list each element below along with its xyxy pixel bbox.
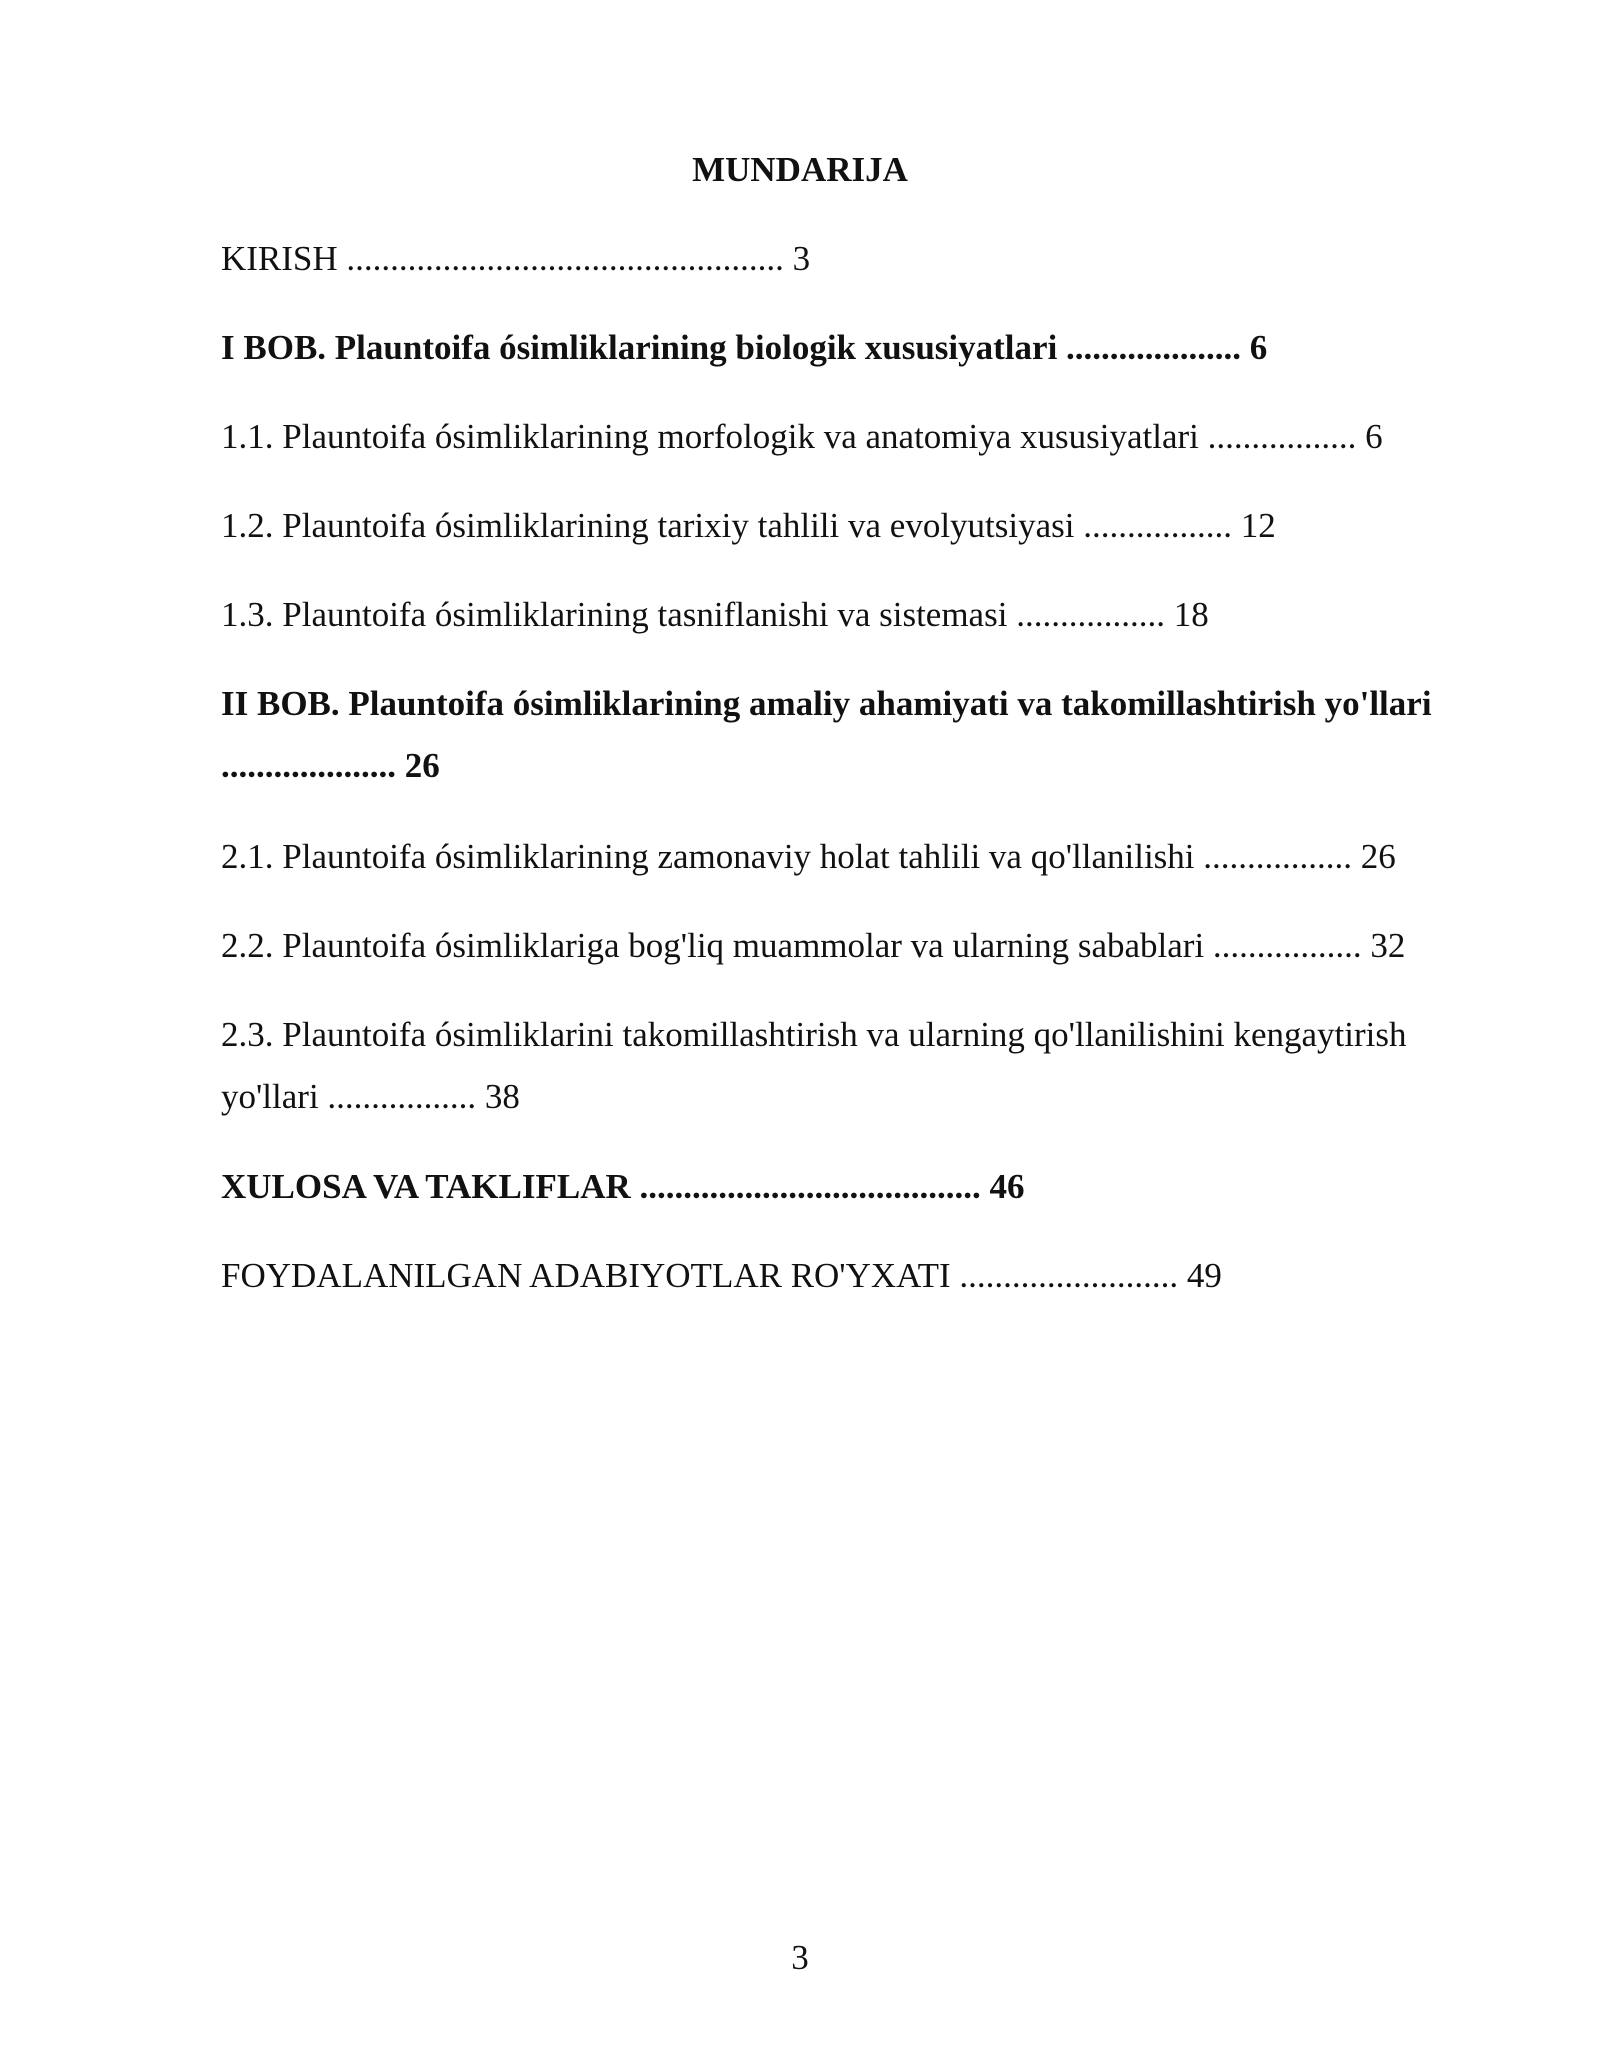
toc-entry-section-1-2: 1.2. Plauntoifa ósimliklarining tarixiy tahlili va evolyutsiyasi ................. 12 bbox=[221, 506, 1276, 545]
toc-entry-section-2-2: 2.2. Plauntoifa ósimliklariga bog'liq muammolar va ularning sabablari ................. 32 bbox=[221, 926, 1406, 965]
toc-entry-references: FOYDALANILGAN ADABIYOTLAR RO'YXATI ......................... 49 bbox=[221, 1256, 1222, 1295]
page-title: MUNDARIJA bbox=[692, 150, 908, 189]
toc-entry-section-1-3: 1.3. Plauntoifa ósimliklarining tasniflanishi va sistemasi ................. 18 bbox=[221, 595, 1209, 634]
toc-entry-conclusion: XULOSA VA TAKLIFLAR ....................................... 46 bbox=[221, 1167, 1025, 1206]
toc-entry-section-2-3: 2.3. Plauntoifa ósimliklarini takomillashtirish va ularning qo'llanilishini kengaytirish yo'llari ................. 38 bbox=[221, 1015, 1407, 1116]
toc-entry-kirish: KIRISH .................................................. 3 bbox=[221, 239, 811, 278]
toc-entry-section-1-1: 1.1. Plauntoifa ósimliklarining morfologik va anatomiya xususiyatlari ................. 6 bbox=[221, 417, 1383, 456]
toc-entry-chapter-2: II BOB. Plauntoifa ósimliklarining amaliy ahamiyati va takomillashtirish yo'llari .................... 26 bbox=[221, 684, 1432, 785]
toc-entry-section-2-1: 2.1. Plauntoifa ósimliklarining zamonaviy holat tahlili va qo'llanilishi ................. 26 bbox=[221, 837, 1396, 876]
toc-entry-chapter-1: I BOB. Plauntoifa ósimliklarining biologik xususiyatlari .................... 6 bbox=[221, 328, 1268, 367]
page-number: 3 bbox=[791, 1938, 809, 1977]
